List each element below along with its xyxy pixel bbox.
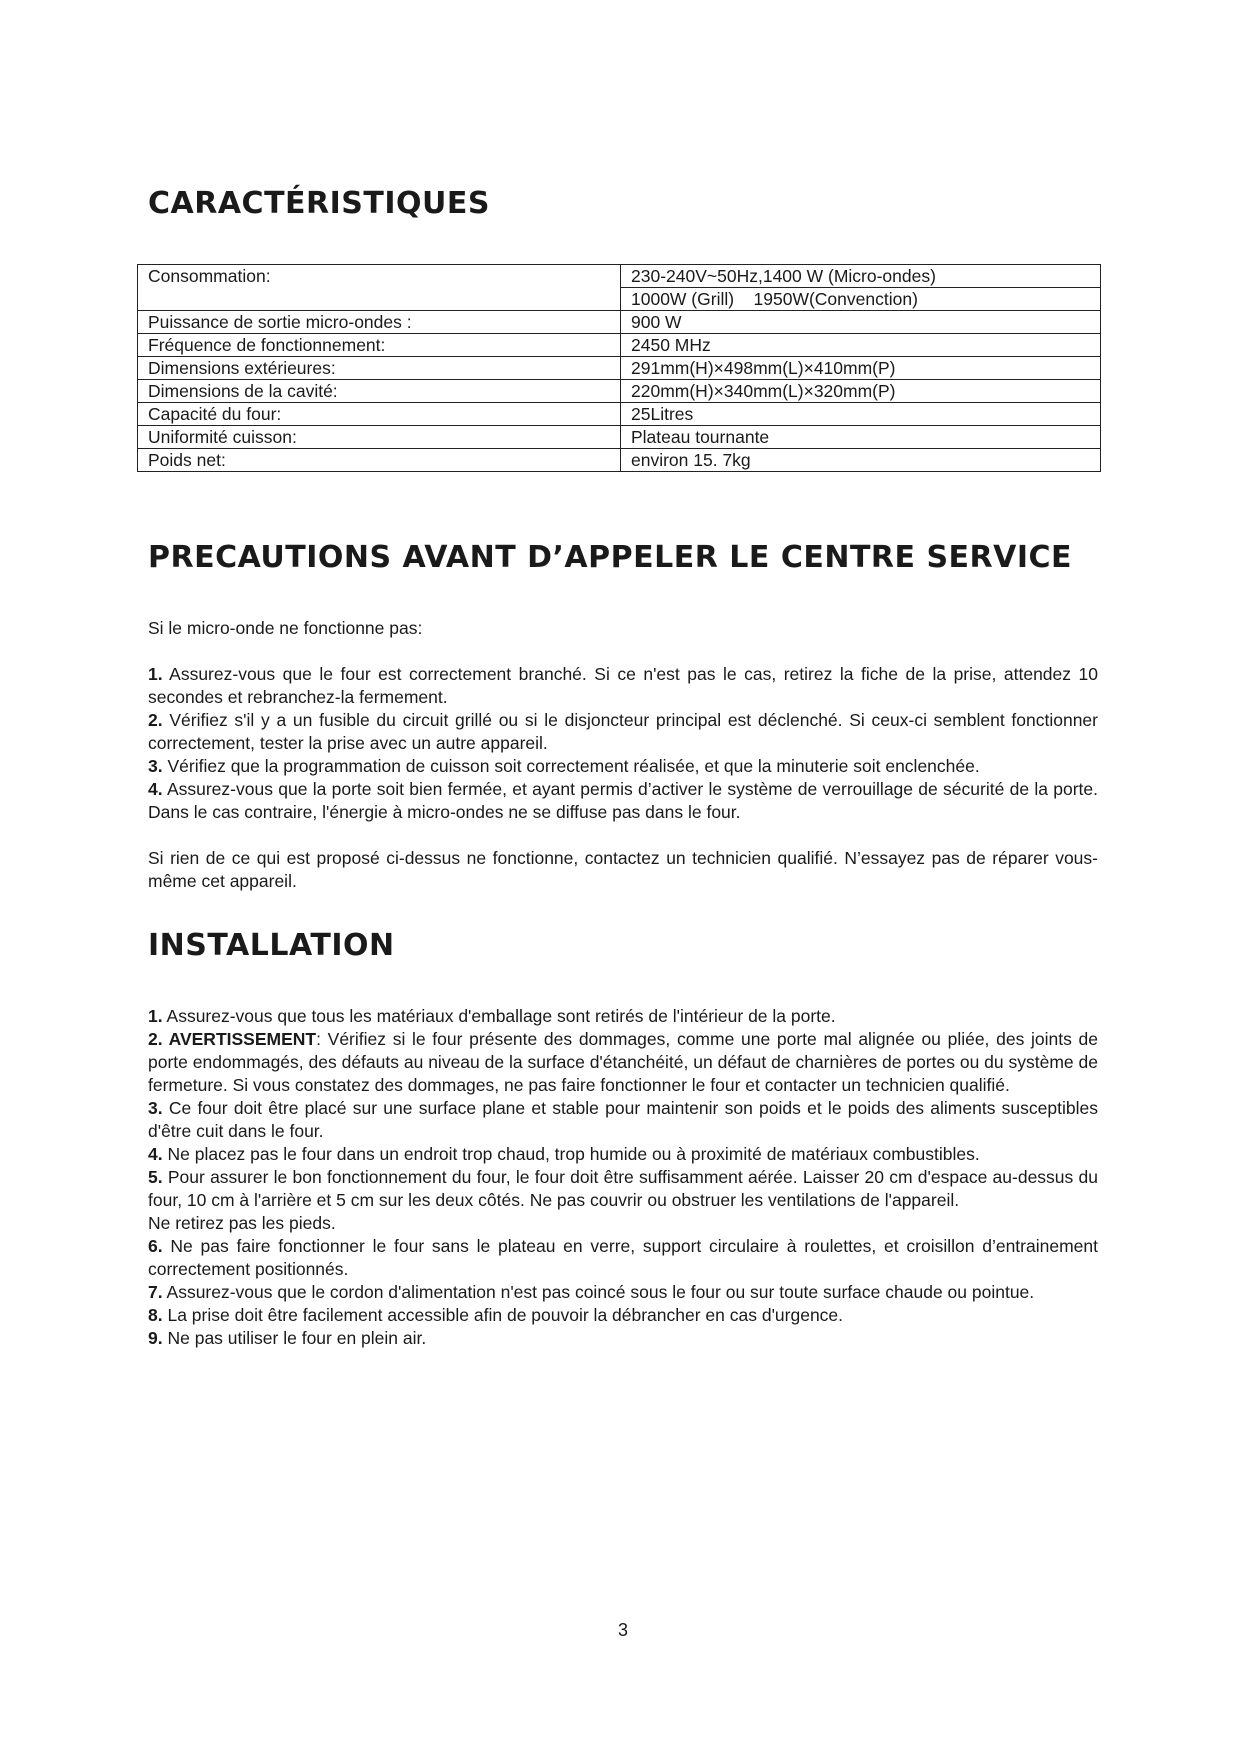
document-page (148, 0, 1098, 1755)
item-text: Assurez-vous que tous les matériaux d'emballage sont retirés de l'intérieur de la porte. (166, 1006, 836, 1026)
item-number: 7. (148, 1282, 163, 1302)
item-text: La prise doit être facilement accessible afin de pouvoir la débrancher en cas d'urgence. (167, 1305, 844, 1325)
item-text: Assurez-vous que le cordon d'alimentation n'est pas coincé sous le four ou sur toute surface chaude ou pointue. (166, 1282, 1035, 1302)
list-item (148, 709, 1098, 755)
item-number: 4. (148, 1144, 163, 1164)
spec-value: 220mm(H)×340mm(L)×320mm(P) (621, 380, 1101, 403)
item-text: Assurez-vous que le four est correctement branché. Si ce n'est pas le cas, retirez la fiche de la prise, attendez 10 secondes et rebranchez-la fermement. (148, 664, 1098, 707)
spec-label: Consommation: (138, 265, 621, 311)
list-item (148, 1028, 1098, 1097)
item-number: 3. (148, 756, 163, 776)
specs-table (137, 264, 1101, 472)
section-title-installation: INSTALLATION (148, 928, 395, 963)
spec-value: 230-240V~50Hz,1400 W (Micro-ondes) (621, 265, 1101, 288)
paragraph: Si rien de ce qui est proposé ci-dessus ne fonctionne, contactez un technicien qualifié. N’essayez pas de réparer vous-même cet appareil. (148, 848, 1098, 891)
item-text: Ne pas faire fonctionner le four sans le plateau en verre, support circulaire à roulettes, et croisillon d’entrainement correctement positionnés. (148, 1236, 1098, 1279)
item-text: Vérifiez s'il y a un fusible du circuit grillé ou si le disjoncteur principal est déclenché. Si ceux-ci semblent fonctionner correctement, tester la prise avec un autre appareil. (148, 710, 1098, 753)
item-text: Vérifiez que la programmation de cuisson soit correctement réalisée, et que la minuterie soit enclenchée. (167, 756, 980, 776)
item-text: Ne pas utiliser le four en plein air. (167, 1328, 427, 1348)
item-text: Ne retirez pas les pieds. (148, 1213, 336, 1233)
spec-value: Plateau tournante (621, 426, 1101, 449)
item-number: 2. AVERTISSEMENT (148, 1029, 317, 1049)
installation-list (148, 1005, 1098, 1350)
table-row (138, 403, 1101, 426)
list-item (148, 1327, 1098, 1350)
item-number: 9. (148, 1328, 163, 1348)
spec-value: 2450 MHz (621, 334, 1101, 357)
list-item (148, 1212, 1098, 1235)
item-number: 1. (148, 664, 163, 684)
item-text: Ce four doit être placé sur une surface plane et stable pour maintenir son poids et le poids des aliments susceptibles d'être cuit dans le four. (148, 1098, 1098, 1141)
spec-label: Dimensions de la cavité: (138, 380, 621, 403)
list-item (148, 1166, 1098, 1212)
list-item (148, 1143, 1098, 1166)
spec-label: Uniformité cuisson: (138, 426, 621, 449)
list-item (148, 1097, 1098, 1143)
list-item (148, 663, 1098, 709)
section-title-precautions: PRECAUTIONS AVANT D’APPELER LE CENTRE SERVICE (148, 540, 1073, 575)
table-row (138, 449, 1101, 472)
precautions-list (148, 663, 1098, 824)
spec-value: 25Litres (621, 403, 1101, 426)
item-number: 4. (148, 779, 163, 799)
item-text: Pour assurer le bon fonctionnement du four, le four doit être suffisamment aérée. Laisser 20 cm d'espace au-dessus du four, 10 cm à l'arrière et 5 cm sur les deux côtés. Ne pas couvrir ou obstruer les ventilations de l'appareil. (148, 1167, 1098, 1210)
spec-label: Fréquence de fonctionnement: (138, 334, 621, 357)
table-row (138, 334, 1101, 357)
list-item (148, 778, 1098, 824)
spec-value: environ 15. 7kg (621, 449, 1101, 472)
list-item (148, 1304, 1098, 1327)
table-row (138, 357, 1101, 380)
spec-value: 1000W (Grill) 1950W(Convenction) (621, 288, 1101, 311)
item-number: 8. (148, 1305, 163, 1325)
spec-value: 291mm(H)×498mm(L)×410mm(P) (621, 357, 1101, 380)
spec-label: Puissance de sortie micro-ondes : (138, 311, 621, 334)
spec-value: 900 W (621, 311, 1101, 334)
table-row (138, 265, 1101, 288)
table-row (138, 311, 1101, 334)
list-item (148, 755, 1098, 778)
list-item (148, 1281, 1098, 1304)
table-row (138, 426, 1101, 449)
spec-label: Dimensions extérieures: (138, 357, 621, 380)
page-number: 3 (617, 1620, 628, 1640)
item-number: 3. (148, 1098, 163, 1118)
table-row (138, 380, 1101, 403)
item-text: Assurez-vous que la porte soit bien fermée, et ayant permis d’activer le système de verrouillage de sécurité de la porte. Dans le cas contraire, l'énergie à micro-ondes ne se diffuse pas dans le four. (148, 779, 1098, 822)
paragraph: Si le micro-onde ne fonctionne pas: (148, 618, 423, 638)
list-item (148, 1005, 1098, 1028)
item-number: 6. (148, 1236, 163, 1256)
item-number: 1. (148, 1006, 163, 1026)
item-number: 5. (148, 1167, 163, 1187)
spec-label: Poids net: (138, 449, 621, 472)
list-item (148, 1235, 1098, 1281)
precautions-intro (148, 617, 1098, 640)
spec-label: Capacité du four: (138, 403, 621, 426)
section-title-specs: CARACTÉRISTIQUES (148, 186, 490, 221)
item-text: Ne placez pas le four dans un endroit trop chaud, trop humide ou à proximité de matériaux combustibles. (167, 1144, 980, 1164)
precautions-outro (148, 847, 1098, 893)
item-text: : Vérifiez si le four présente des dommages, comme une porte mal alignée ou pliée, des joints de porte endommagés, des défauts au niveau de la surface d'étanchéité, un défaut de charnières de portes ou du système de fermeture. Si vous constatez des dommages, ne pas faire fonctionner le four et contacter un technicien qualifié. (148, 1029, 1099, 1095)
item-number: 2. (148, 710, 163, 730)
